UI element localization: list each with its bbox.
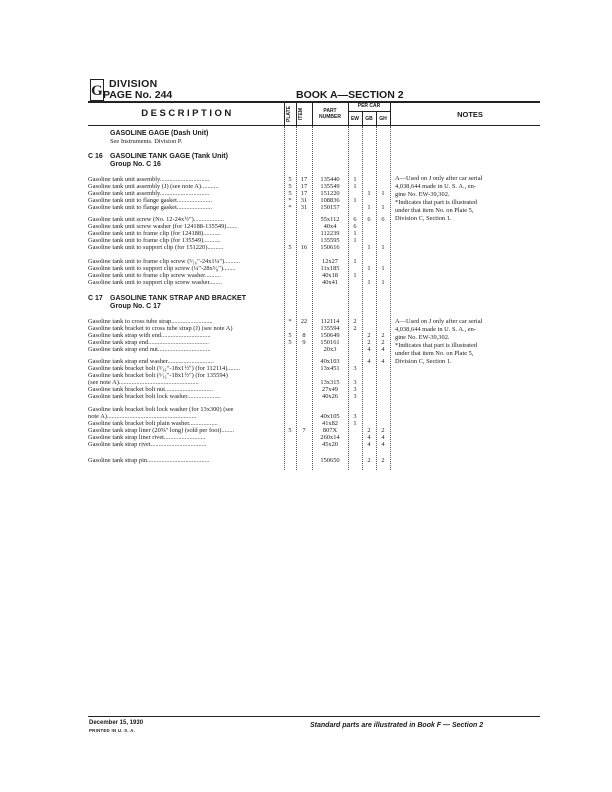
part-number: 40x26 — [322, 393, 338, 400]
item-number: 7 — [302, 427, 306, 434]
item-number: 17 — [300, 183, 308, 190]
note-line: *Indicates that part is illustrated — [395, 199, 477, 206]
part-description: Gasoline tank strap with end............................... — [88, 332, 211, 339]
part-description: Gasoline tank strap end washer............................. — [88, 358, 214, 365]
plate-number: 5 — [288, 332, 292, 339]
qty-gb: 1 — [367, 204, 371, 211]
qty-gb: 1 — [367, 265, 371, 272]
part-number: 40x105 — [320, 413, 340, 420]
note-line: under that item No. on Plate 5, — [395, 207, 474, 214]
part-description: Gasoline tank unit to frame clip (for 124188)........... — [88, 230, 221, 237]
number-label: NUMBER — [319, 114, 341, 120]
part-number: 150616 — [320, 244, 340, 251]
part-description: Gasoline tank unit to support clip screw washer........ — [88, 279, 222, 286]
qty-gh: 2 — [381, 427, 385, 434]
header-divider — [312, 102, 313, 125]
page-number: PAGE No. 244 — [103, 89, 173, 101]
part-description: Gasoline tank strap end...................................... — [88, 339, 209, 346]
note-line: 4,038,644 made in U. S. A., en- — [395, 326, 476, 333]
section-gage-title: GASOLINE GAGE (Dash Unit) — [110, 130, 209, 137]
part-description: Gasoline tank unit to flange gasket...................... — [88, 197, 213, 204]
column-item: ITEM — [298, 108, 304, 120]
column-plate: PLATE — [286, 105, 292, 123]
qty-gb: 6 — [367, 216, 371, 223]
part-description: Gasoline tank unit assembly............................... — [88, 176, 210, 183]
column-gh: GH — [379, 116, 387, 122]
part-description: Gasoline tank unit assembly............................... — [88, 190, 210, 197]
qty-gb: 4 — [367, 441, 371, 448]
part-label: PART — [323, 108, 337, 114]
plate-number: * — [288, 204, 292, 211]
part-description: Gasoline tank strap pin....................................... — [88, 457, 210, 464]
section-c17-title: GASOLINE TANK STRAP AND BRACKET — [110, 295, 246, 302]
qty-gb: 2 — [367, 339, 371, 346]
section-c17-code: C 17 — [88, 295, 103, 302]
note-line: Division C, Section 1. — [395, 358, 452, 365]
part-description: Gasoline tank unit to frame clip screw washer.......... — [88, 272, 221, 279]
qty-gh: 4 — [381, 441, 385, 448]
part-number: 112114 — [320, 318, 340, 325]
item-number: 9 — [302, 339, 306, 346]
qty-ew: 1 — [353, 197, 357, 204]
book-section: BOOK A—SECTION 2 — [296, 89, 404, 101]
qty-ew: 1 — [353, 230, 357, 237]
part-number: 11x185 — [320, 265, 340, 272]
division-label: DIVISION — [109, 78, 158, 90]
part-description: Gasoline tank strap rivet................................... — [88, 441, 207, 448]
part-description: Gasoline tank bracket bolt lock washer (for 13x300) (see — [88, 406, 234, 413]
qty-gh: 1 — [381, 279, 385, 286]
qty-ew: 3 — [353, 365, 357, 372]
part-number: 150161 — [320, 339, 340, 346]
part-number: 12x27 — [322, 258, 338, 265]
part-description: note A)........................................................ — [88, 413, 197, 420]
part-number: 135595 — [320, 237, 340, 244]
part-description: Gasoline tank strap liner (20⅝" long) (sold per foot)........ — [88, 427, 235, 434]
part-number: 40x41 — [322, 279, 338, 286]
item-number: 31 — [300, 204, 308, 211]
plate-number: 5 — [288, 427, 292, 434]
section-c16-code: C 16 — [88, 153, 103, 160]
footer-standard-parts: Standard parts are illustrated in Book F — Section 2 — [310, 722, 484, 729]
note-line: Division C, Section 1. — [395, 215, 452, 222]
part-description: Gasoline tank strap liner rivet.......................... — [88, 434, 206, 441]
qty-gh: 4 — [381, 358, 385, 365]
qty-gb: 1 — [367, 244, 371, 251]
qty-gb: 1 — [367, 190, 371, 197]
part-number: 20x3 — [323, 346, 337, 353]
part-description: Gasoline tank unit to frame clip (for 135549)........... — [88, 237, 221, 244]
qty-ew: 1 — [353, 183, 357, 190]
item-number: 22 — [300, 318, 308, 325]
note-line: *Indicates that part is illustrated — [395, 342, 477, 349]
part-description: Gasoline tank unit to support clip screw (¼"-28x⁵⁄₈")........ — [88, 265, 236, 272]
part-description: Gasoline tank bracket bolt (⁵⁄₁₆"-18x1½") (for 112114)........ — [88, 365, 241, 372]
qty-gh: 1 — [381, 265, 385, 272]
qty-gh: 1 — [381, 244, 385, 251]
qty-ew: 6 — [353, 223, 357, 230]
footer-printed: PRINTED IN U. S. A. — [89, 728, 136, 733]
plate-number: 5 — [288, 190, 292, 197]
part-number: 135549 — [320, 183, 340, 190]
qty-ew: 2 — [353, 318, 357, 325]
part-description: Gasoline tank bracket to cross tube strap (J) (see note A) — [88, 325, 233, 332]
column-notes: NOTES — [457, 110, 483, 119]
item-number: 17 — [300, 190, 308, 197]
part-description: Gasoline tank unit screw (No. 12-24x½")................... — [88, 216, 225, 223]
plate-number: * — [288, 197, 292, 204]
table-row — [88, 346, 393, 354]
qty-gb: 1 — [367, 279, 371, 286]
part-description: Gasoline tank unit to flange gasket...................... — [88, 204, 213, 211]
qty-ew: 1 — [353, 237, 357, 244]
notes-c17 — [395, 318, 535, 366]
per-car-rule — [348, 111, 390, 112]
qty-gb: 4 — [367, 434, 371, 441]
header-divider — [296, 102, 297, 125]
note-line: A—Used on J only after car serial — [395, 175, 483, 182]
division-c-logo-icon — [90, 79, 104, 101]
table-row — [88, 279, 393, 287]
table-row — [88, 457, 393, 465]
header-divider — [376, 111, 377, 125]
notes-c16 — [395, 175, 535, 223]
qty-gb: 2 — [367, 332, 371, 339]
qty-ew: 1 — [353, 258, 357, 265]
table-header-bottom-rule — [88, 125, 540, 126]
part-description: Gasoline tank unit to support clip (for 151220).......... — [88, 244, 224, 251]
part-number: 40x4 — [323, 223, 337, 230]
footer-date: December 15, 1930 — [89, 720, 144, 726]
qty-ew: 3 — [353, 393, 357, 400]
qty-gh: 4 — [381, 346, 385, 353]
qty-gh: 2 — [381, 457, 385, 464]
qty-ew: 1 — [353, 420, 357, 427]
note-line: gine No. EW-39,302. — [395, 191, 450, 198]
table-row — [88, 393, 393, 401]
part-description: Gasoline tank unit to frame clip screw (⁵⁄₁₆"-24x1¼").......... — [88, 258, 241, 265]
note-line: A—Used on J only after car serial — [395, 318, 483, 325]
part-number: 112239 — [320, 230, 340, 237]
qty-gh: 1 — [381, 190, 385, 197]
part-number: 27x49 — [322, 386, 338, 393]
qty-gh: 2 — [381, 339, 385, 346]
part-description: Gasoline tank strap end nut................................. — [88, 346, 211, 353]
svg-text:G: G — [91, 83, 103, 99]
part-description: Gasoline tank bracket bolt lock washer..................... — [88, 393, 221, 400]
part-number: 150649 — [320, 332, 340, 339]
part-number: 41x82 — [322, 420, 338, 427]
part-number: 150650 — [320, 457, 340, 464]
part-number: 807X — [322, 427, 338, 434]
table-row — [88, 204, 393, 212]
part-number: 40x18 — [322, 272, 338, 279]
note-line: 4,038,644 made in U. S. A., en- — [395, 183, 476, 190]
plate-number: * — [288, 318, 292, 325]
column-per-car: PER CAR — [357, 103, 381, 109]
section-c17-group: Group No. C 17 — [110, 303, 161, 310]
section-c16-group: Group No. C 16 — [110, 161, 161, 168]
part-number: 135440 — [320, 176, 340, 183]
plate-number: 5 — [288, 183, 292, 190]
column-description: DESCRIPTION — [141, 108, 234, 119]
qty-gb: 4 — [367, 358, 371, 365]
part-description: Gasoline tank unit screw washer (for 124188-135549)....... — [88, 223, 238, 230]
qty-gb: 4 — [367, 346, 371, 353]
note-line: gine No. EW-39,302. — [395, 334, 450, 341]
qty-ew: 3 — [353, 413, 357, 420]
qty-gb: 2 — [367, 427, 371, 434]
item-number: 8 — [302, 332, 306, 339]
part-number: 150157 — [320, 204, 340, 211]
qty-gh: 1 — [381, 204, 385, 211]
part-description: Gasoline tank bracket bolt nut.............................. — [88, 386, 213, 393]
plate-number: 5 — [288, 339, 292, 346]
part-number: 40x103 — [320, 358, 340, 365]
item-number: 16 — [300, 244, 308, 251]
item-number: 31 — [300, 197, 308, 204]
header-divider — [348, 102, 349, 125]
qty-ew: 3 — [353, 379, 357, 386]
qty-ew: 6 — [353, 216, 357, 223]
part-number: 13x315 — [320, 379, 340, 386]
part-description: Gasoline tank bracket bolt (⁵⁄₁₆"-18x1½") (for 135594) — [88, 372, 228, 379]
part-number: 260x14 — [320, 434, 340, 441]
qty-ew: 3 — [353, 386, 357, 393]
part-description: (see note A).................................................. — [88, 379, 199, 386]
qty-gb: 2 — [367, 457, 371, 464]
part-number: 55x112 — [320, 216, 340, 223]
qty-gh: 6 — [381, 216, 385, 223]
column-part-number — [312, 108, 348, 120]
header-divider — [390, 102, 391, 125]
table-row — [88, 244, 393, 252]
part-description: Gasoline tank to cross tube strap.......................... — [88, 318, 213, 325]
plate-number: 5 — [288, 244, 292, 251]
footer-rule — [88, 716, 540, 717]
part-number: 135594 — [320, 325, 340, 332]
table-top-rule — [88, 101, 540, 103]
qty-gh: 2 — [381, 332, 385, 339]
section-gage-see: See Instruments. Division P. — [110, 138, 183, 145]
part-number: 108836 — [320, 197, 340, 204]
column-ew: EW — [350, 116, 360, 122]
qty-ew: 1 — [353, 272, 357, 279]
header-divider — [362, 111, 363, 125]
column-gb: GB — [365, 116, 373, 122]
plate-number: 5 — [288, 176, 292, 183]
part-number: 45x20 — [322, 441, 338, 448]
part-number: 13x451 — [320, 365, 340, 372]
part-description: Gasoline tank unit assembly (J) (see note A)........... — [88, 183, 219, 190]
part-description: Gasoline tank bracket bolt plain washer.................. — [88, 420, 218, 427]
part-number: 151220 — [320, 190, 340, 197]
section-c16-title: GASOLINE TANK GAGE (Tank Unit) — [110, 153, 228, 160]
table-row — [88, 441, 393, 449]
note-line: under that item No. on Plate 5, — [395, 350, 474, 357]
header-divider — [284, 102, 285, 125]
item-number: 17 — [300, 176, 308, 183]
qty-gh: 4 — [381, 434, 385, 441]
qty-ew: 1 — [353, 176, 357, 183]
qty-ew: 2 — [353, 325, 357, 332]
